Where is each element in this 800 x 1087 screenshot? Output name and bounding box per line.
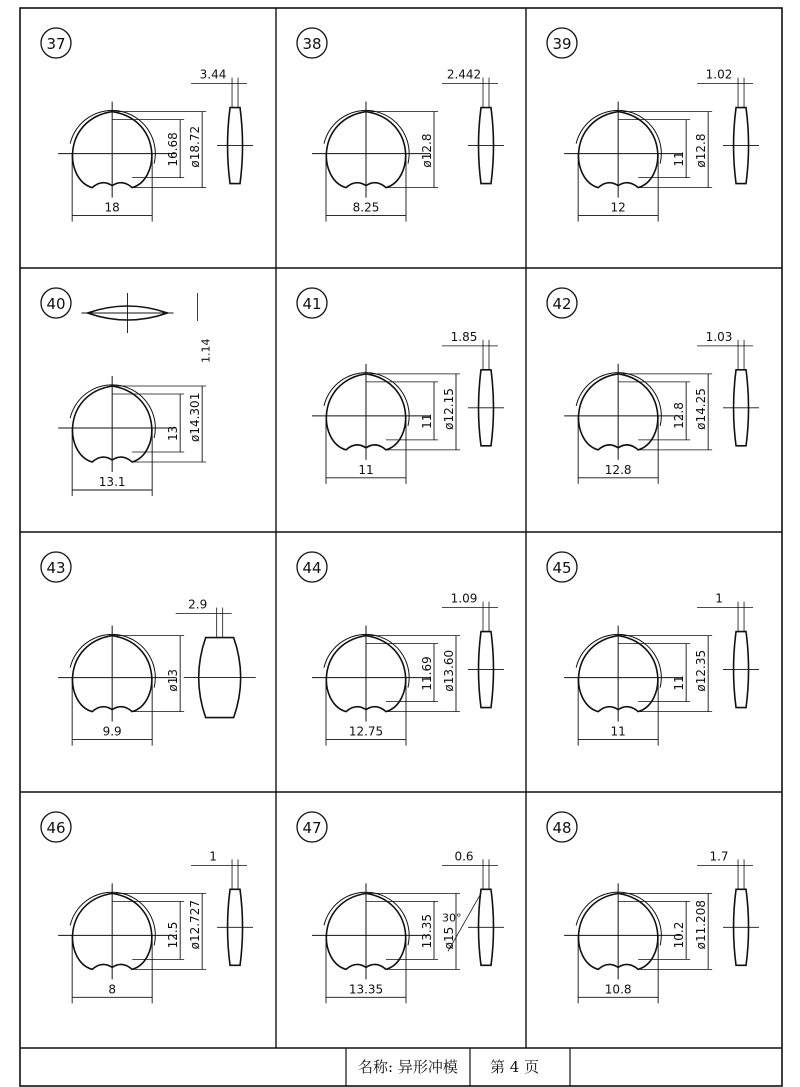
drawing-number: 41 — [302, 295, 322, 313]
drawing-number: 45 — [552, 559, 572, 577]
drawing-40 — [41, 288, 213, 496]
height-dimension: 11 — [672, 151, 687, 167]
drawing-48 — [547, 812, 759, 1003]
height-dimension: ø13.60 — [442, 649, 456, 692]
drawing-46 — [41, 812, 253, 1003]
height-dimension: ø15 — [442, 926, 456, 950]
drawing-number: 40 — [46, 295, 66, 313]
width-dimension: 11 — [610, 724, 626, 739]
width-dimension: 18 — [104, 200, 120, 215]
width-dimension: 12 — [610, 200, 626, 215]
drawing-number: 47 — [302, 819, 322, 837]
height-dimension: 11 — [672, 675, 687, 691]
height-dimension: ø12.35 — [694, 649, 709, 692]
thickness-dimension: 2.442 — [446, 67, 482, 82]
height-dimension: ø12.8 — [420, 133, 434, 168]
height-dimension: ø11.208 — [694, 900, 709, 950]
drawing-number: 44 — [302, 559, 322, 577]
height-dimension: 11 — [420, 413, 434, 429]
thickness-dimension: 1 — [715, 591, 723, 606]
width-dimension: 13.1 — [98, 475, 126, 489]
drawing-45 — [547, 552, 759, 746]
drawing-number: 43 — [46, 559, 66, 577]
thickness-dimension: 1.09 — [450, 591, 478, 606]
drawing-39 — [547, 28, 759, 222]
width-dimension: 8.25 — [352, 200, 380, 215]
drawing-47 — [297, 812, 504, 1003]
height-dimension: 12.5 — [166, 921, 181, 949]
thickness-dimension: 1 — [209, 849, 217, 864]
drawing-41 — [297, 288, 504, 484]
height-dimension: ø12.8 — [694, 133, 709, 168]
drawing-number: 42 — [552, 295, 572, 313]
title-block — [346, 1048, 570, 1086]
height-dimension: 10.2 — [672, 921, 687, 949]
drawing-44 — [297, 552, 504, 746]
height-dimension: 13 — [166, 425, 181, 441]
drawing-number: 46 — [46, 819, 66, 837]
height-dimension: ø12.727 — [188, 900, 203, 950]
height-dimension: ø14.25 — [694, 388, 709, 430]
drawing-cells — [41, 28, 759, 1003]
drawing-43 — [41, 552, 256, 746]
drawing-number: 39 — [552, 35, 572, 53]
drawing-42 — [547, 288, 759, 484]
height-dimension: 16.68 — [166, 132, 181, 167]
thickness-dimension: 1.7 — [709, 849, 729, 864]
height-dimension: ø14.301 — [188, 392, 203, 442]
thickness-dimension: 1.85 — [450, 329, 478, 344]
drawing-38 — [297, 28, 504, 222]
width-dimension: 13.35 — [348, 982, 384, 997]
height-dimension: 13.35 — [420, 914, 434, 949]
thickness-dimension: 2.9 — [188, 597, 208, 612]
height-dimension: ø12.15 — [442, 388, 456, 430]
height-dimension: 12.8 — [672, 402, 687, 429]
height-dimension: ø13 — [166, 668, 181, 692]
thickness-dimension: 1.02 — [705, 67, 733, 82]
thickness-dimension: 0.6 — [454, 849, 474, 864]
width-dimension: 10.8 — [604, 982, 632, 997]
width-dimension: 12.8 — [604, 462, 632, 477]
width-dimension: 11 — [358, 462, 374, 477]
height-dimension: ø18.72 — [188, 125, 203, 168]
part-name: 名称: 异形冲模 — [358, 1058, 458, 1076]
width-dimension: 8 — [108, 982, 116, 997]
drawing-number: 48 — [552, 819, 572, 837]
page-number: 第 4 页 — [490, 1058, 540, 1076]
drawing-37 — [41, 28, 253, 222]
chamfer-angle: 30° — [442, 911, 462, 925]
drawing-number: 37 — [46, 35, 66, 53]
thickness-dimension: 3.44 — [199, 67, 227, 82]
width-dimension: 12.75 — [348, 724, 384, 739]
width-dimension: 9.9 — [102, 724, 122, 739]
height-dimension: 11.69 — [420, 656, 434, 691]
thickness-dimension: 1.14 — [199, 338, 213, 363]
thickness-dimension: 1.03 — [705, 329, 733, 344]
drawing-number: 38 — [302, 35, 322, 53]
